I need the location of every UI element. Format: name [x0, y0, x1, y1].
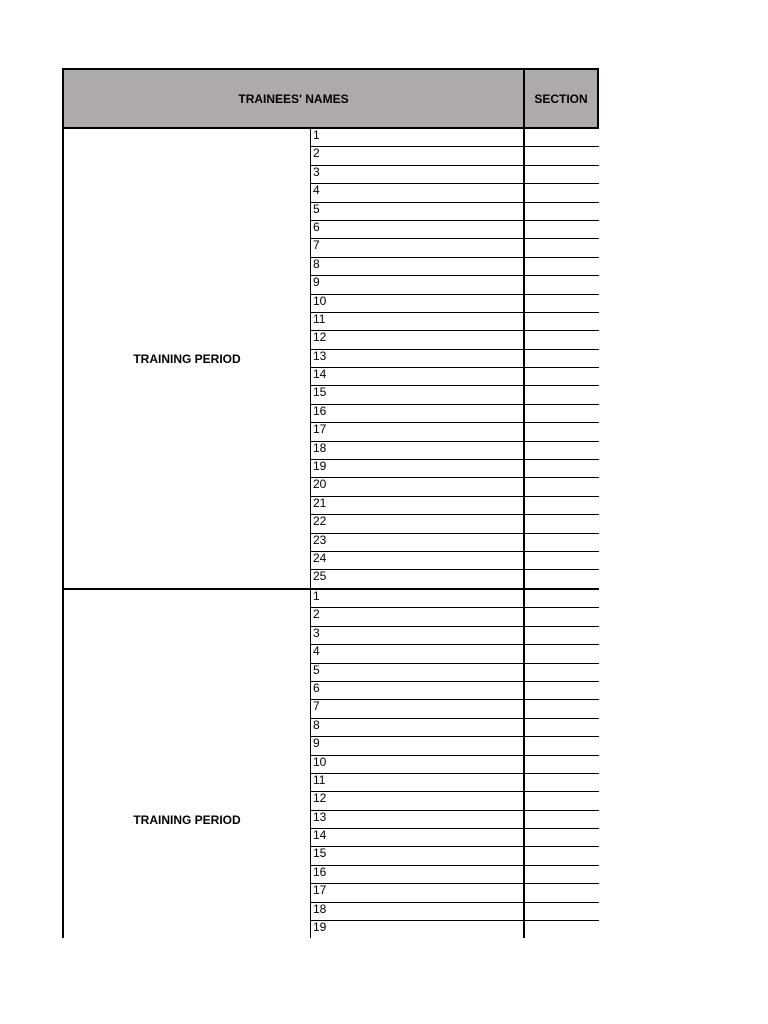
- trainee-name-cell[interactable]: 18: [310, 442, 525, 459]
- table-row: [310, 884, 599, 902]
- table-row: [310, 627, 599, 645]
- trainee-name-cell[interactable]: 12: [310, 331, 525, 348]
- trainee-name-cell[interactable]: 8: [310, 258, 525, 275]
- table-row: [310, 866, 599, 884]
- section-cell[interactable]: [525, 203, 599, 220]
- trainee-name-cell[interactable]: 2: [310, 608, 525, 625]
- table-row: [310, 460, 599, 478]
- table-row: [310, 129, 599, 147]
- trainee-name-cell[interactable]: 8: [310, 719, 525, 736]
- trainee-name-cell[interactable]: 16: [310, 866, 525, 883]
- section-cell[interactable]: [525, 460, 599, 477]
- trainees-names-header: TRAINEES' NAMES: [64, 70, 525, 127]
- table-row: [310, 811, 599, 829]
- trainee-name-cell[interactable]: 14: [310, 368, 525, 385]
- training-period-label: TRAINING PERIOD: [62, 590, 310, 938]
- section-cell[interactable]: [525, 147, 599, 164]
- section-cell[interactable]: [525, 590, 599, 607]
- section-cell[interactable]: [525, 423, 599, 440]
- trainee-name-cell[interactable]: 16: [310, 405, 525, 422]
- section-cell[interactable]: [525, 903, 599, 920]
- section-cell[interactable]: [525, 866, 599, 883]
- trainee-name-cell[interactable]: 23: [310, 534, 525, 551]
- trainee-name-cell[interactable]: 3: [310, 627, 525, 644]
- trainee-name-cell[interactable]: 7: [310, 239, 525, 256]
- section-cell[interactable]: [525, 884, 599, 901]
- section-cell[interactable]: [525, 682, 599, 699]
- table-row: [310, 331, 599, 349]
- section-cell[interactable]: [525, 792, 599, 809]
- table-row: [310, 792, 599, 810]
- section-header: SECTION: [534, 91, 588, 106]
- section-cell[interactable]: [525, 129, 599, 146]
- section-cell[interactable]: [525, 921, 599, 938]
- trainee-name-cell[interactable]: 15: [310, 847, 525, 864]
- trainee-name-cell[interactable]: 5: [310, 203, 525, 220]
- section-cell[interactable]: [525, 756, 599, 773]
- table-row: [310, 608, 599, 626]
- table-row: [310, 645, 599, 663]
- table-row: [310, 534, 599, 552]
- section-cell[interactable]: [525, 184, 599, 201]
- section-cell[interactable]: [525, 552, 599, 569]
- trainee-name-cell[interactable]: 24: [310, 552, 525, 569]
- section-cell[interactable]: [525, 313, 599, 330]
- table-row: [310, 664, 599, 682]
- trainee-name-cell[interactable]: 7: [310, 700, 525, 717]
- section-cell[interactable]: [525, 627, 599, 644]
- table-row: [310, 515, 599, 533]
- trainee-name-cell[interactable]: 19: [310, 460, 525, 477]
- table-row: [310, 903, 599, 921]
- table-header: [62, 68, 599, 129]
- section-cell[interactable]: [525, 664, 599, 681]
- trainee-name-cell[interactable]: 20: [310, 478, 525, 495]
- trainee-name-cell[interactable]: 11: [310, 774, 525, 791]
- trainee-name-cell[interactable]: 19: [310, 921, 525, 938]
- section-cell[interactable]: [525, 608, 599, 625]
- section-cell[interactable]: [525, 719, 599, 736]
- section-cell[interactable]: [525, 276, 599, 293]
- table-row: [310, 700, 599, 718]
- trainee-name-cell[interactable]: 9: [310, 276, 525, 293]
- table-row: [310, 829, 599, 847]
- section-cell[interactable]: [525, 405, 599, 422]
- trainee-name-cell[interactable]: 5: [310, 664, 525, 681]
- trainee-name-cell[interactable]: 9: [310, 737, 525, 754]
- trainee-name-cell[interactable]: 18: [310, 903, 525, 920]
- trainee-name-cell[interactable]: 12: [310, 792, 525, 809]
- section-cell[interactable]: [525, 368, 599, 385]
- trainee-name-cell[interactable]: 4: [310, 645, 525, 662]
- section-cell[interactable]: [525, 442, 599, 459]
- table-row: [310, 552, 599, 570]
- section-cell[interactable]: [525, 386, 599, 403]
- table-row: [310, 497, 599, 515]
- section-cell[interactable]: [525, 515, 599, 532]
- trainee-name-cell[interactable]: 21: [310, 497, 525, 514]
- section-cell[interactable]: [525, 331, 599, 348]
- table-row: [310, 570, 599, 588]
- table-row: [310, 756, 599, 774]
- table-row: [310, 386, 599, 404]
- trainee-name-cell[interactable]: 10: [310, 756, 525, 773]
- section-cell[interactable]: [525, 350, 599, 367]
- trainee-rows: [310, 129, 599, 589]
- trainee-name-cell[interactable]: 22: [310, 515, 525, 532]
- training-period-block-1: [62, 129, 599, 589]
- trainee-name-cell[interactable]: 11: [310, 313, 525, 330]
- table-row: [310, 478, 599, 496]
- table-row: [310, 719, 599, 737]
- section-cell[interactable]: [525, 700, 599, 717]
- section-cell[interactable]: [525, 774, 599, 791]
- table-row: [310, 184, 599, 202]
- trainee-name-cell[interactable]: 25: [310, 570, 525, 587]
- table-row: [310, 368, 599, 386]
- training-period-block-2: [62, 590, 599, 938]
- trainee-name-cell[interactable]: 6: [310, 682, 525, 699]
- table-row: [310, 166, 599, 184]
- table-row: [310, 239, 599, 257]
- section-cell[interactable]: [525, 645, 599, 662]
- trainee-name-cell[interactable]: 10: [310, 295, 525, 312]
- trainee-name-cell[interactable]: 4: [310, 184, 525, 201]
- training-period-label: TRAINING PERIOD: [62, 129, 310, 589]
- section-cell[interactable]: [525, 295, 599, 312]
- table-row: [310, 442, 599, 460]
- table-row: [310, 682, 599, 700]
- table-row: [310, 921, 599, 938]
- section-cell[interactable]: [525, 258, 599, 275]
- section-cell[interactable]: [525, 534, 599, 551]
- table-row: [310, 737, 599, 755]
- trainee-name-cell[interactable]: 17: [310, 423, 525, 440]
- section-cell[interactable]: [525, 570, 599, 587]
- table-row: [310, 774, 599, 792]
- table-row: [310, 350, 599, 368]
- section-cell[interactable]: [525, 497, 599, 514]
- section-cell[interactable]: [525, 829, 599, 846]
- table-row: [310, 847, 599, 865]
- trainee-name-cell[interactable]: 3: [310, 166, 525, 183]
- trainee-name-cell[interactable]: 1: [310, 590, 525, 607]
- section-cell[interactable]: [525, 166, 599, 183]
- table-row: [310, 276, 599, 294]
- section-cell[interactable]: [525, 811, 599, 828]
- trainee-name-cell[interactable]: 2: [310, 147, 525, 164]
- trainee-rows: [310, 590, 599, 938]
- trainee-name-cell[interactable]: 13: [310, 350, 525, 367]
- table-row: [310, 313, 599, 331]
- trainee-name-cell[interactable]: 13: [310, 811, 525, 828]
- section-cell[interactable]: [525, 221, 599, 238]
- trainee-sheet: [62, 68, 599, 938]
- trainee-name-cell[interactable]: 15: [310, 386, 525, 403]
- table-row: [310, 423, 599, 441]
- trainee-name-cell[interactable]: 14: [310, 829, 525, 846]
- table-row: [310, 221, 599, 239]
- table-row: [310, 258, 599, 276]
- trainee-name-cell[interactable]: 17: [310, 884, 525, 901]
- table-row: [310, 203, 599, 221]
- table-row: [310, 147, 599, 165]
- section-cell[interactable]: [525, 478, 599, 495]
- table-row: [310, 295, 599, 313]
- section-cell[interactable]: [525, 239, 599, 256]
- trainee-name-cell[interactable]: 6: [310, 221, 525, 238]
- table-row: [310, 405, 599, 423]
- section-cell[interactable]: [525, 847, 599, 864]
- section-cell[interactable]: [525, 737, 599, 754]
- trainee-name-cell[interactable]: 1: [310, 129, 525, 146]
- table-row: [310, 590, 599, 608]
